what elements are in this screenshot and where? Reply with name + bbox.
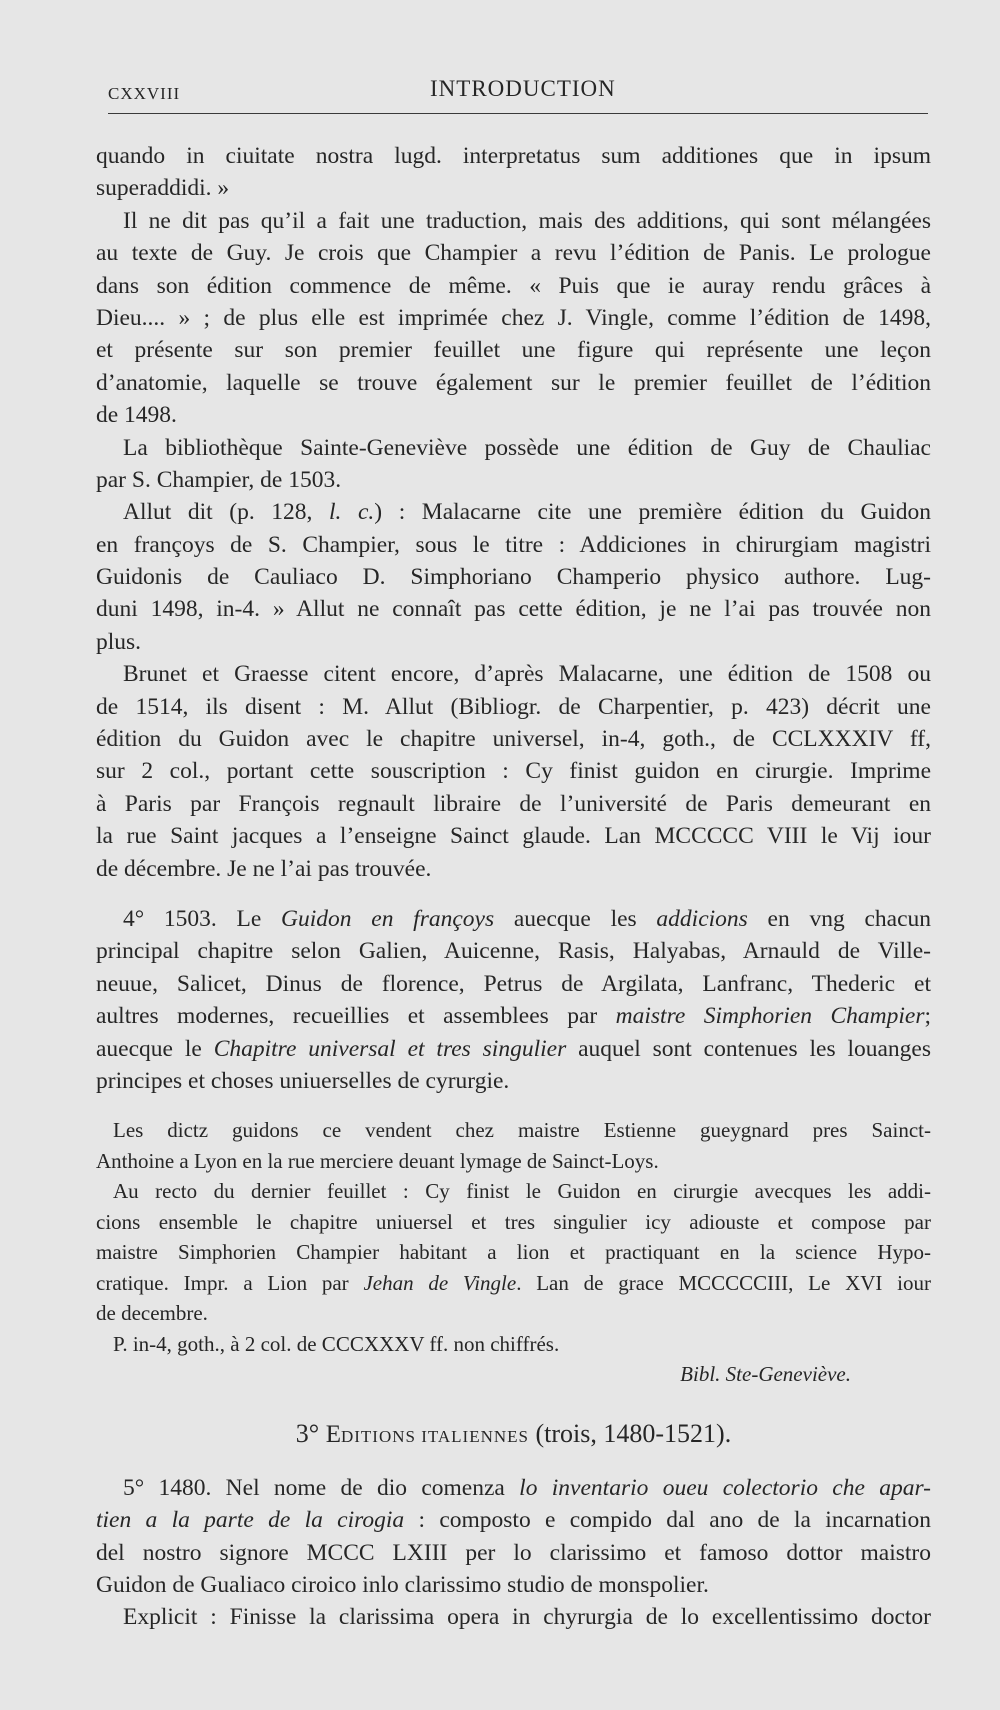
text-line: de 1498.	[96, 402, 177, 429]
text-line: duni 1498, in-4. » Allut ne connaît pas cette édition, je ne l’ai pas trouvée non	[96, 596, 931, 623]
text-line	[96, 1472, 931, 1504]
text-line: de decembre.	[96, 1301, 208, 1326]
text-line: Anthoine a Lyon en la rue merciere deuant lymage de Sainct-Loys.	[96, 1148, 659, 1173]
page-number: CXXVIII	[108, 84, 181, 103]
text-run: 4° 1503. Le	[123, 905, 282, 932]
small-caps-text: DITIONS ITALIENNES	[340, 1426, 529, 1446]
entry-4-notes	[96, 1115, 931, 1390]
text-run: cratique. Impr. a Lion par	[96, 1270, 364, 1295]
text-run: ;	[924, 1003, 931, 1030]
text-run: auquel sont contenues les louanges	[566, 1035, 931, 1062]
text-run: en vng chacun	[747, 905, 931, 932]
spacer	[96, 1454, 931, 1472]
paragraph-4	[96, 496, 931, 658]
text-line: cions ensemble le chapitre uniuersel et tres singulier icy adiouste et compose par	[96, 1209, 931, 1234]
text-run: ) : Malacarne cite une première édition du Guidon	[374, 499, 931, 526]
page-body	[96, 140, 931, 1634]
text-line: dans son édition commence de même. « Puis que ie auray rendu grâces à	[96, 272, 931, 299]
text-run: 5° 1480. Nel nome de dio comenza	[123, 1474, 520, 1501]
text-run: auecque le	[96, 1035, 214, 1062]
italic-run: lo inventario oueu colectorio che apar-	[519, 1474, 931, 1501]
text-line: en françoys de S. Champier, sous le titre : Addiciones in chirurgiam magistri	[96, 531, 931, 558]
header-rule	[108, 113, 928, 114]
text-line	[96, 1268, 931, 1299]
text-line	[96, 1033, 931, 1065]
text-line	[96, 496, 931, 528]
text-run: (trois, 1480-1521).	[529, 1418, 732, 1448]
text-line: et présente sur son premier feuillet une figure qui représente une leçon	[96, 337, 931, 364]
text-line: Dieu.... » ; de plus elle est imprimée chez J. Vingle, comme l’édition de 1498,	[96, 304, 931, 331]
text-line: à Paris par François regnault libraire de l’université de Paris demeurant en	[96, 790, 931, 817]
text-line: sur 2 col., portant cette souscription : Cy finist guidon en cirurgie. Imprime	[96, 758, 931, 785]
text-line: del nostro signore MCCC LXIII per lo clarissimo et famoso dottor maistro	[96, 1539, 931, 1566]
text-run: . Lan de grace MCCCCCIII, Le XVI iour	[516, 1270, 931, 1295]
section-number: 3°	[295, 1418, 326, 1448]
running-title: INTRODUCTION	[430, 76, 616, 101]
text-line: édition du Guidon avec le chapitre universel, in-4, goth., de CCLXXXIV ff,	[96, 726, 931, 753]
text-line: d’anatomie, laquelle se trouve également sur le premier feuillet de l’édition	[96, 369, 931, 396]
text-line: plus.	[96, 628, 142, 655]
text-run: : composto e compido dal ano de la incarnation	[404, 1507, 931, 1534]
small-caps-initial: E	[325, 1420, 341, 1448]
paragraph-5	[96, 658, 931, 885]
text-line: la rue Saint jacques a l’enseigne Sainct glaude. Lan MCCCCC VIII le Vij iour	[96, 823, 931, 850]
text-line: Les dictz guidons ce vendent chez maistre Estienne gueygnard pres Sainct-	[113, 1118, 931, 1143]
page-header	[108, 70, 928, 106]
italic-run: addicions	[656, 905, 748, 932]
text-line	[96, 1000, 931, 1032]
text-line: quando in ciuitate nostra lugd. interpretatus sum additiones que in ipsum	[96, 143, 931, 169]
text-line: Au recto du dernier feuillet : Cy finist le Guidon en cirurgie avecques les addi-	[113, 1179, 931, 1204]
text-line: Il ne dit pas qu’il a fait une traduction, mais des additions, qui sont mélangées	[123, 207, 931, 234]
entry-4	[96, 903, 931, 1097]
text-line: Brunet et Graesse citent encore, d’après Malacarne, une édition de 1508 ou	[123, 661, 931, 688]
text-line	[96, 903, 931, 935]
text-line: principes et choses uniuerselles de cyrurgie.	[96, 1067, 510, 1094]
library-reference	[96, 1359, 931, 1390]
italic-run: Guidon en françoys	[281, 905, 495, 932]
text-line: P. in-4, goth., à 2 col. de CCCXXXV ff. non chiffrés.	[113, 1331, 560, 1356]
text-line: Guidon de Gualiaco ciroico inlo clarissimo studio de monspolier.	[96, 1572, 709, 1598]
italic-run: maistre Simphorien Champier	[615, 1003, 925, 1030]
paragraph-1	[96, 140, 931, 205]
italic-run: l. c.	[329, 499, 375, 526]
text-line: superaddidi. »	[96, 175, 230, 202]
spacer	[96, 885, 931, 903]
text-run: auecque les	[494, 905, 657, 932]
text-line: au texte de Guy. Je crois que Champier a revu l’édition de Panis. Le prologue	[96, 240, 931, 267]
text-run: aultres modernes, recueillies et assemblees par	[96, 1003, 616, 1030]
entry-5	[96, 1472, 931, 1634]
italic-run: Jehan de Vingle	[363, 1270, 517, 1295]
text-line	[96, 1504, 931, 1536]
spacer	[96, 1097, 931, 1115]
italic-run: Bibl. Ste-Geneviève.	[680, 1362, 851, 1387]
text-line: par S. Champier, de 1503.	[96, 466, 342, 493]
text-line: La bibliothèque Sainte-Geneviève possède une édition de Guy de Chauliac	[123, 434, 931, 461]
spacer	[96, 1390, 931, 1414]
text-line: Explicit : Finisse la clarissima opera in chyrurgia de lo excellentissimo doctor	[123, 1604, 931, 1631]
paragraph-3	[96, 432, 931, 497]
text-line: de 1514, ils disent : M. Allut (Bibliogr. de Charpentier, p. 423) décrit une	[96, 693, 931, 720]
text-line: Guidonis de Cauliaco D. Simphoriano Champerio physico authore. Lug-	[96, 564, 931, 591]
text-line: neuue, Salicet, Dinus de florence, Petrus de Argilata, Lanfranc, Thederic et	[96, 970, 931, 997]
text-line: principal chapitre selon Galien, Auicenne, Rasis, Halyabas, Arnauld de Ville-	[96, 938, 931, 965]
text-line: maistre Simphorien Champier habitant a lion et practiquant en la science Hypo-	[96, 1240, 931, 1265]
paragraph-2	[96, 205, 931, 432]
italic-run: Chapitre universal et tres singulier	[213, 1035, 567, 1062]
italic-run: tien a la parte de la cirogia	[96, 1507, 405, 1534]
section-heading	[96, 1414, 931, 1454]
text-run: Allut dit (p. 128,	[123, 499, 329, 526]
text-line: de décembre. Je ne l’ai pas trouvée.	[96, 855, 432, 882]
